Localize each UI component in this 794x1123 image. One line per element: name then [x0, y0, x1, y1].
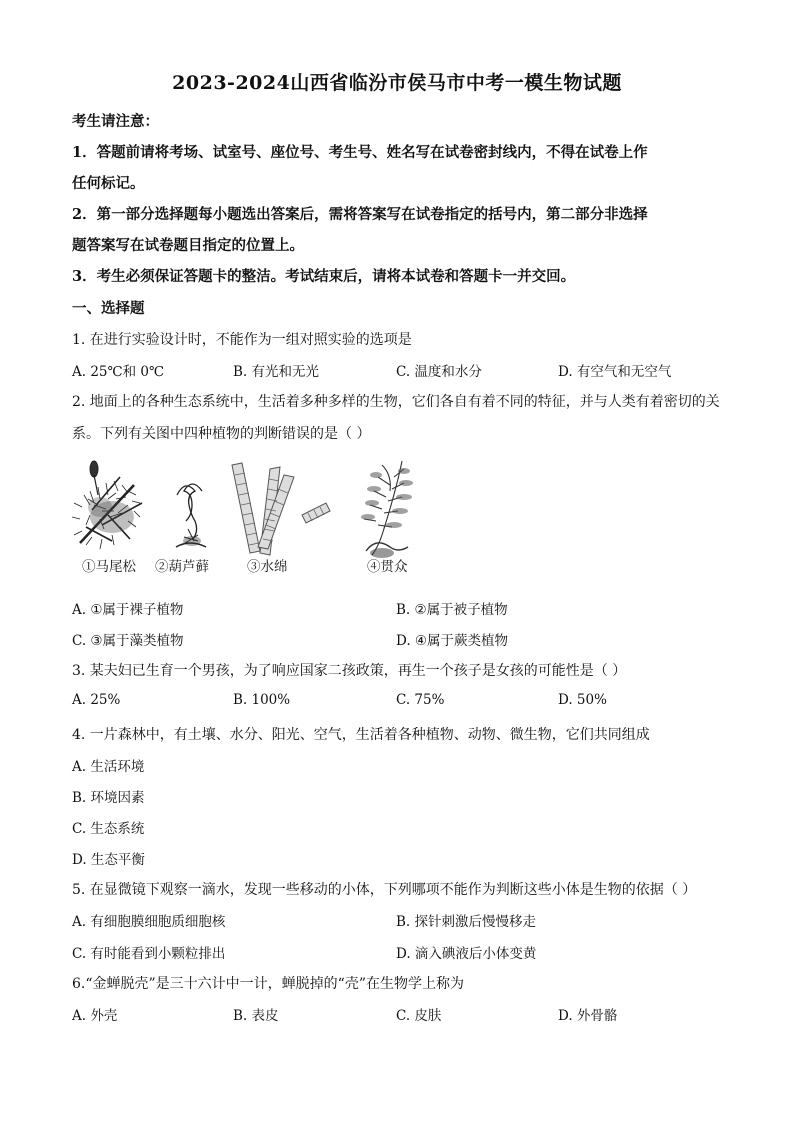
notice-item-3: 3．考生必须保证答题卡的整洁。考试结束后，请将本试卷和答题卡一并交回。 — [72, 268, 576, 285]
moss-illustration — [176, 484, 206, 547]
notice-item-1: 1．答题前请将考场、试室号、座位号、考生号、姓名写在试卷密封线内，不得在试卷上作 — [72, 144, 648, 161]
pine-illustration — [72, 461, 142, 549]
question-4-stem: 4. 一片森林中，有土壤、水分、阳光、空气，生活着各种植物、动物、微生物，它们共同组成 — [72, 727, 650, 743]
question-1-option-a: A. 25℃和 0℃ — [72, 364, 165, 380]
spirogyra-illustration — [232, 463, 330, 555]
notice-item-1-cont: 任何标记。 — [72, 175, 145, 192]
notice-item-2: 2．第一部分选择题每小题选出答案后，需将答案写在试卷指定的括号内，第二部分非选择 — [72, 206, 648, 223]
figure-caption-spirogyra: ③水绵 — [247, 559, 288, 575]
question-6-option-c: C. 皮肤 — [396, 1008, 442, 1024]
question-3-stem: 3. 某夫妇已生育一个男孩，为了响应国家二孩政策，再生一个孩子是女孩的可能性是（ ） — [72, 663, 627, 679]
question-4-option-b: B. 环境因素 — [72, 790, 145, 806]
question-5-option-b: B. 探针刺激后慢慢移走 — [396, 914, 537, 930]
question-3-option-d: D. 50% — [558, 692, 607, 708]
question-5-option-a: A. 有细胞膜细胞质细胞核 — [72, 914, 226, 930]
question-3-option-a: A. 25% — [72, 692, 121, 708]
question-6-option-d: D. 外骨骼 — [558, 1008, 618, 1024]
question-2-stem-line-1: 2. 地面上的各种生态系统中，生活着多种多样的生物，它们各自有着不同的特征，并与人类有着密切的关 — [72, 394, 720, 410]
figure-caption-moss: ②葫芦藓 — [155, 559, 209, 575]
question-1-option-d: D. 有空气和无空气 — [558, 364, 672, 380]
question-5-option-d: D. 滴入碘液后小体变黄 — [396, 946, 537, 962]
question-2-option-c: C. ③属于藻类植物 — [72, 633, 184, 649]
notice-heading: 考生请注意： — [72, 113, 159, 130]
question-6-stem: 6.“金蝉脱壳”是三十六计中一计，蝉脱掉的“壳”在生物学上称为 — [72, 976, 464, 992]
fern-illustration — [361, 461, 413, 558]
question-2-option-a: A. ①属于裸子植物 — [72, 602, 184, 618]
figure-caption-fern: ④贯众 — [367, 559, 408, 575]
question-1-stem: 1. 在进行实验设计时，不能作为一组对照实验的选项是 — [72, 332, 412, 348]
section-heading: 一、选择题 — [72, 300, 145, 317]
question-4-option-c: C. 生态系统 — [72, 821, 145, 837]
exam-title: 2023-2024山西省临汾市侯马市中考一模生物试题 — [172, 72, 622, 94]
figure-caption-pine: ①马尾松 — [82, 559, 136, 575]
question-5-option-c: C. 有时能看到小颗粒排出 — [72, 946, 226, 962]
question-6-option-b: B. 表皮 — [233, 1008, 279, 1024]
question-3-option-c: C. 75% — [396, 692, 445, 708]
question-4-option-a: A. 生活环境 — [72, 759, 145, 775]
question-2-option-d: D. ④属于蕨类植物 — [396, 633, 509, 649]
question-2-option-b: B. ②属于被子植物 — [396, 602, 508, 618]
question-5-stem: 5. 在显微镜下观察一滴水，发现一些移动的小体，下列哪项不能作为判断这些小体是生物的依据（ ） — [72, 882, 697, 898]
notice-item-2-cont: 题答案写在试卷题目指定的位置上。 — [72, 237, 304, 254]
question-2-stem-line-2: 系。下列有关图中四种植物的判断错误的是（ ） — [72, 426, 371, 442]
question-6-option-a: A. 外壳 — [72, 1008, 118, 1024]
question-4-option-d: D. 生态平衡 — [72, 852, 145, 868]
question-1-option-c: C. 温度和水分 — [396, 364, 482, 380]
question-1-option-b: B. 有光和无光 — [233, 364, 320, 380]
question-3-option-b: B. 100% — [233, 692, 291, 708]
